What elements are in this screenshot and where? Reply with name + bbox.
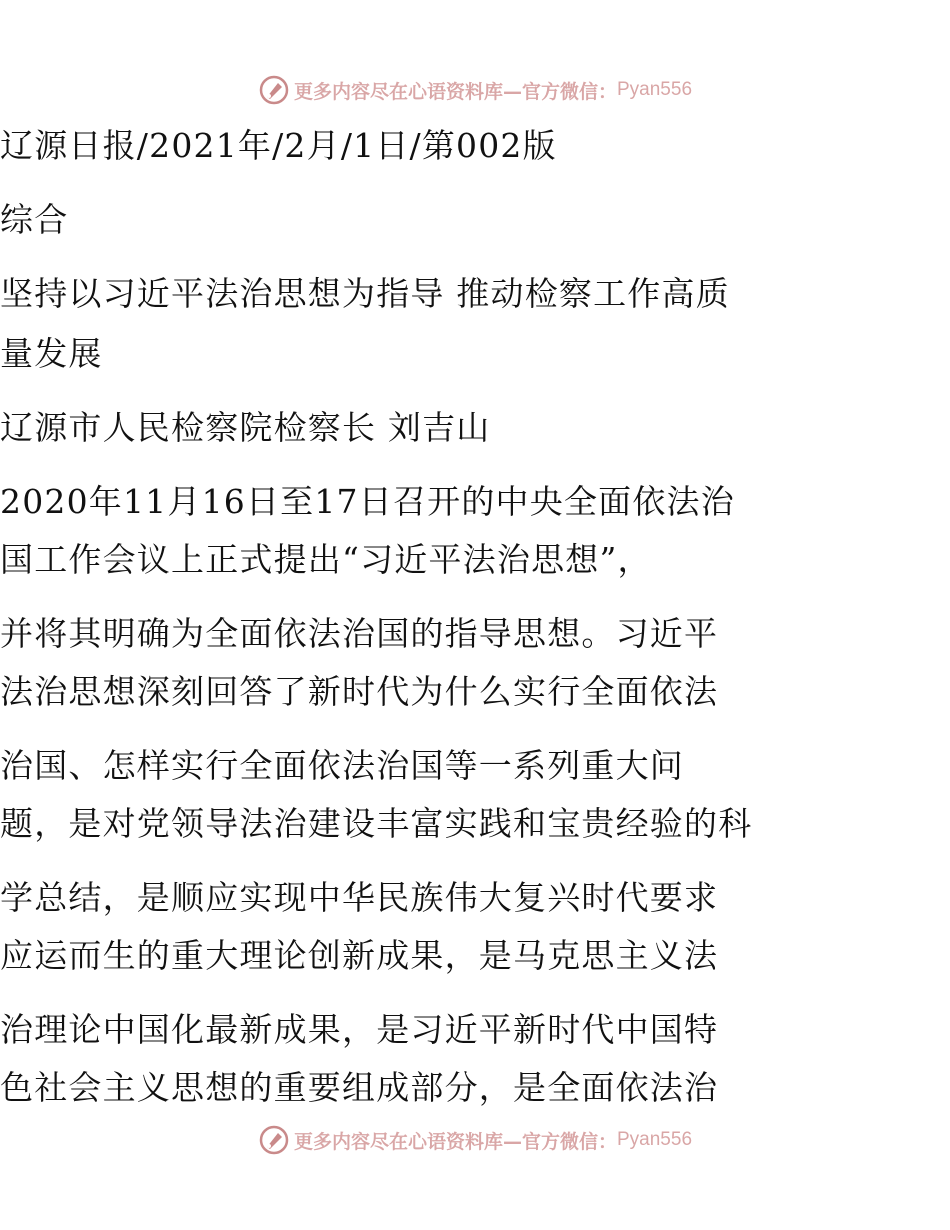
paragraph-line: 题，是对党领导法治建设丰富实践和宝贵经验的科 [0, 804, 753, 843]
pen-nib-logo-icon [258, 1124, 290, 1156]
paragraph-line: 学总结，是顺应实现中华民族伟大复兴时代要求 [0, 878, 719, 917]
footer-watermark [0, 1120, 950, 1160]
header-watermark [0, 70, 950, 110]
watermark-wechat-id: Pyan556 [617, 1129, 693, 1150]
article-title-cont: 量发展 [0, 334, 103, 373]
paragraph-line: 色社会主义思想的重要组成部分，是全面依法治 [0, 1068, 719, 1107]
source-line: 辽源日报/2021年/2月/1日/第002版 [0, 126, 557, 165]
paragraph-line: 2020年11月16日至17日召开的中央全面依法治 [0, 482, 735, 521]
pen-nib-logo-icon [258, 74, 290, 106]
section-label: 综合 [0, 200, 69, 239]
paragraph-line: 并将其明确为全面依法治国的指导思想。习近平 [0, 614, 719, 653]
watermark-text: 更多内容尽在心语资料库—官方微信： [293, 80, 617, 103]
paragraph-line: 国工作会议上正式提出“习近平法治思想”， [0, 540, 652, 579]
paragraph-line: 治国、怎样实行全面依法治国等一系列重大问 [0, 746, 684, 785]
paragraph-line: 应运而生的重大理论创新成果，是马克思主义法 [0, 936, 719, 975]
article-author: 辽源市人民检察院检察长 刘吉山 [0, 408, 491, 447]
watermark-text: 更多内容尽在心语资料库—官方微信： [293, 1130, 617, 1153]
watermark-wechat-id: Pyan556 [617, 79, 693, 100]
article-title: 坚持以习近平法治思想为指导 推动检察工作高质 [0, 274, 730, 313]
paragraph-line: 法治思想深刻回答了新时代为什么实行全面依法 [0, 672, 719, 711]
paragraph-line: 治理论中国化最新成果，是习近平新时代中国特 [0, 1010, 719, 1049]
